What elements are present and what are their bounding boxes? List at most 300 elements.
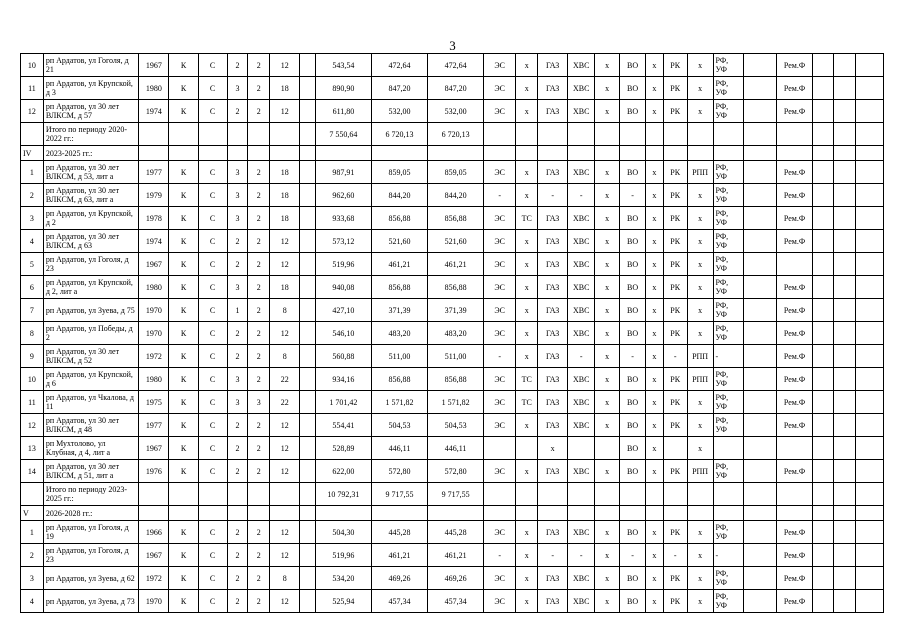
table-cell: 1970 (139, 322, 169, 345)
table-cell (300, 368, 316, 391)
table-cell: 3 (227, 368, 248, 391)
table-cell: РК (663, 100, 687, 123)
table-cell (568, 123, 595, 146)
table-cell (620, 506, 646, 521)
table-cell: 2 (248, 54, 270, 77)
table-cell (169, 506, 198, 521)
table-cell: ВО (620, 521, 646, 544)
table-cell (813, 230, 834, 253)
table-cell: ГАЗ (538, 521, 568, 544)
table-cell: ГАЗ (538, 276, 568, 299)
table-cell (620, 483, 646, 506)
table-cell: ВО (620, 207, 646, 230)
table-cell (227, 146, 248, 161)
table-cell: х (516, 276, 538, 299)
table-row (21, 391, 884, 414)
table-cell (743, 391, 776, 414)
table-cell: С (198, 521, 227, 544)
table-cell: 469,26 (428, 567, 484, 590)
table-cell (713, 437, 743, 460)
table-cell: 472,64 (428, 54, 484, 77)
table-cell: 8 (270, 345, 300, 368)
table-cell: ХВС (568, 161, 595, 184)
table-cell: - (663, 544, 687, 567)
table-cell (595, 483, 620, 506)
table-cell: 18 (270, 276, 300, 299)
table-cell: ГАЗ (538, 100, 568, 123)
table-cell: С (198, 437, 227, 460)
table-cell: ВО (620, 414, 646, 437)
table-cell: К (169, 54, 198, 77)
table-cell (813, 521, 834, 544)
table-cell (248, 506, 270, 521)
table-cell: 962,60 (315, 184, 371, 207)
table-cell: С (198, 100, 227, 123)
table-cell (300, 54, 316, 77)
table-cell: х (595, 521, 620, 544)
table-cell: ХВС (568, 299, 595, 322)
table-cell (743, 345, 776, 368)
table-cell: ВО (620, 276, 646, 299)
table-cell (620, 123, 646, 146)
table-cell (855, 230, 883, 253)
table-cell (813, 590, 834, 613)
table-cell: 2 (248, 567, 270, 590)
table-cell (743, 161, 776, 184)
table-cell: 525,94 (315, 590, 371, 613)
table-cell (855, 345, 883, 368)
table-cell: х (595, 299, 620, 322)
table-cell: РК (663, 276, 687, 299)
table-cell: 859,05 (371, 161, 427, 184)
table-cell (538, 506, 568, 521)
table-cell: Рем.Ф (776, 100, 812, 123)
table-cell: 1 571,82 (428, 391, 484, 414)
table-cell: 2 (227, 345, 248, 368)
table-cell: К (169, 345, 198, 368)
table-cell (300, 276, 316, 299)
table-cell: - (484, 544, 516, 567)
table-cell (813, 100, 834, 123)
table-cell (21, 483, 44, 506)
table-cell: РК (663, 184, 687, 207)
table-cell (300, 146, 316, 161)
table-cell: ГАЗ (538, 590, 568, 613)
table-cell: 3 (248, 391, 270, 414)
table-cell: ХВС (568, 276, 595, 299)
table-cell: К (169, 460, 198, 483)
table-cell (833, 184, 855, 207)
table-cell: х (595, 544, 620, 567)
table-cell (855, 460, 883, 483)
table-cell (833, 146, 855, 161)
table-cell: 2 (21, 184, 44, 207)
table-cell (713, 506, 743, 521)
table-cell: ВО (620, 100, 646, 123)
table-cell: ХВС (568, 77, 595, 100)
table-cell: С (198, 184, 227, 207)
table-cell: 3 (21, 567, 44, 590)
table-cell: 1972 (139, 567, 169, 590)
table-cell (270, 506, 300, 521)
table-cell (315, 506, 371, 521)
table-cell: 8 (21, 322, 44, 345)
table-cell: 2 (227, 521, 248, 544)
table-cell: ХВС (568, 391, 595, 414)
table-cell: Рем.Ф (776, 207, 812, 230)
table-cell (713, 483, 743, 506)
table-cell (743, 368, 776, 391)
table-cell (855, 207, 883, 230)
table-cell: 1 (21, 521, 44, 544)
table-cell: ЭС (484, 460, 516, 483)
table-cell (813, 368, 834, 391)
table-cell: х (646, 54, 664, 77)
table-cell (776, 437, 812, 460)
table-cell: х (516, 54, 538, 77)
table-cell: 847,20 (428, 77, 484, 100)
table-cell (743, 437, 776, 460)
table-cell (833, 54, 855, 77)
table-cell: 12 (270, 230, 300, 253)
table-cell (833, 567, 855, 590)
table-cell (139, 483, 169, 506)
table-cell: 3 (227, 77, 248, 100)
table-cell: х (516, 253, 538, 276)
table-cell: 7 (21, 299, 44, 322)
table-cell: 1 571,82 (371, 391, 427, 414)
table-cell: С (198, 414, 227, 437)
table-cell: С (198, 590, 227, 613)
table-cell: РФ, УФ (713, 460, 743, 483)
table-cell (813, 184, 834, 207)
table-cell: К (169, 544, 198, 567)
table-cell (743, 77, 776, 100)
table-cell: х (646, 207, 664, 230)
table-cell: 2 (227, 567, 248, 590)
total-row (21, 483, 884, 506)
table-cell: К (169, 437, 198, 460)
table-cell: х (687, 230, 713, 253)
table-cell: 4 (21, 230, 44, 253)
table-cell: РФ, УФ (713, 230, 743, 253)
table-cell (855, 123, 883, 146)
table-cell (813, 299, 834, 322)
table-cell: С (198, 77, 227, 100)
table-cell (833, 322, 855, 345)
table-cell: ХВС (568, 322, 595, 345)
table-row (21, 230, 884, 253)
table-row (21, 54, 884, 77)
table-cell: 1978 (139, 207, 169, 230)
table-cell: 469,26 (371, 567, 427, 590)
table-cell: Рем.Ф (776, 521, 812, 544)
table-row (21, 77, 884, 100)
table-row (21, 460, 884, 483)
table-cell: 521,60 (428, 230, 484, 253)
table-cell: ТС (516, 391, 538, 414)
table-cell: РК (663, 230, 687, 253)
table-cell: РК (663, 368, 687, 391)
table-cell (813, 123, 834, 146)
table-cell (595, 146, 620, 161)
table-cell (300, 521, 316, 544)
table-cell: х (595, 590, 620, 613)
table-cell: ЭС (484, 230, 516, 253)
table-cell: 12 (270, 100, 300, 123)
table-cell (776, 506, 812, 521)
table-cell: рп Ардатов, ул Гоголя, д 23 (43, 253, 139, 276)
table-cell: 483,20 (371, 322, 427, 345)
table-cell: К (169, 414, 198, 437)
table-cell: - (713, 544, 743, 567)
section-number: V (21, 506, 44, 521)
table-cell: 554,41 (315, 414, 371, 437)
table-cell: 890,90 (315, 77, 371, 100)
table-cell: 12 (21, 414, 44, 437)
table-cell: Рем.Ф (776, 322, 812, 345)
table-cell (484, 146, 516, 161)
table-cell: 1966 (139, 521, 169, 544)
table-cell: РФ, УФ (713, 521, 743, 544)
table-cell: 856,88 (371, 276, 427, 299)
table-cell (743, 414, 776, 437)
table-cell (484, 506, 516, 521)
table-cell (855, 483, 883, 506)
table-cell (743, 276, 776, 299)
table-cell: 5 (21, 253, 44, 276)
table-cell: ГАЗ (538, 161, 568, 184)
table-cell: 457,34 (371, 590, 427, 613)
table-cell: х (646, 460, 664, 483)
section-row (21, 146, 884, 161)
total-label: Итого по периоду 2023-2025 гг.: (43, 483, 139, 506)
table-cell: РФ, УФ (713, 100, 743, 123)
table-cell: ВО (620, 437, 646, 460)
table-cell: ГАЗ (538, 322, 568, 345)
table-cell (538, 146, 568, 161)
table-row (21, 544, 884, 567)
table-cell: ХВС (568, 368, 595, 391)
table-cell: - (620, 345, 646, 368)
table-cell: ЭС (484, 391, 516, 414)
table-cell: ЭС (484, 276, 516, 299)
table-cell (538, 123, 568, 146)
table-cell (833, 230, 855, 253)
table-cell: РФ, УФ (713, 253, 743, 276)
table-cell: х (646, 391, 664, 414)
table-cell: ЭС (484, 77, 516, 100)
table-cell: РФ, УФ (713, 590, 743, 613)
table-cell: РК (663, 299, 687, 322)
table-cell: ГАЗ (538, 253, 568, 276)
table-cell: ЭС (484, 414, 516, 437)
table-cell (813, 276, 834, 299)
table-cell: С (198, 368, 227, 391)
table-cell: РФ, УФ (713, 391, 743, 414)
table-cell (248, 146, 270, 161)
table-cell: РПП (687, 345, 713, 368)
table-row (21, 322, 884, 345)
table-cell: х (646, 521, 664, 544)
table-row (21, 207, 884, 230)
table-cell: х (595, 77, 620, 100)
table-cell: 2 (248, 77, 270, 100)
table-cell: 446,11 (371, 437, 427, 460)
table-cell: ХВС (568, 54, 595, 77)
table-row (21, 184, 884, 207)
table-cell (428, 506, 484, 521)
table-cell (743, 123, 776, 146)
housing-table (20, 53, 884, 613)
table-cell: 12 (270, 460, 300, 483)
table-cell: ГАЗ (538, 54, 568, 77)
table-cell (743, 207, 776, 230)
table-cell (743, 544, 776, 567)
table-cell (568, 437, 595, 460)
table-cell: 2 (227, 460, 248, 483)
table-cell: 461,21 (371, 253, 427, 276)
table-cell: 12 (270, 544, 300, 567)
table-cell: х (516, 184, 538, 207)
table-cell: - (620, 184, 646, 207)
table-cell: РК (663, 77, 687, 100)
table-cell: 2 (248, 521, 270, 544)
table-cell: РК (663, 590, 687, 613)
section-number: IV (21, 146, 44, 161)
table-cell (855, 161, 883, 184)
table-cell (516, 437, 538, 460)
table-cell (743, 100, 776, 123)
table-cell: 1972 (139, 345, 169, 368)
table-cell: С (198, 253, 227, 276)
table-cell: 3 (227, 391, 248, 414)
table-cell (300, 460, 316, 483)
table-cell: 519,96 (315, 544, 371, 567)
table-cell (139, 506, 169, 521)
table-cell: ВО (620, 54, 646, 77)
table-cell: РК (663, 322, 687, 345)
table-cell: РФ, УФ (713, 77, 743, 100)
table-cell: х (687, 253, 713, 276)
table-cell: рп Ардатов, ул Крупской, д 6 (43, 368, 139, 391)
table-cell (198, 483, 227, 506)
table-cell (813, 483, 834, 506)
table-cell: х (516, 590, 538, 613)
table-cell (855, 146, 883, 161)
table-cell: РПП (687, 368, 713, 391)
table-cell (813, 161, 834, 184)
table-cell (300, 414, 316, 437)
table-cell: Рем.Ф (776, 345, 812, 368)
table-cell: 461,21 (428, 253, 484, 276)
table-cell (813, 146, 834, 161)
table-cell: 461,21 (428, 544, 484, 567)
table-cell: ВО (620, 77, 646, 100)
table-cell: х (687, 184, 713, 207)
table-cell: х (687, 567, 713, 590)
table-cell: 446,11 (428, 437, 484, 460)
section-row (21, 506, 884, 521)
table-cell (813, 345, 834, 368)
table-cell: - (568, 544, 595, 567)
table-cell: С (198, 276, 227, 299)
table-cell: 445,28 (428, 521, 484, 544)
table-cell (833, 123, 855, 146)
table-cell: Рем.Ф (776, 391, 812, 414)
table-cell: ЭС (484, 567, 516, 590)
table-cell (855, 506, 883, 521)
page-number: 3 (449, 38, 456, 53)
table-cell: К (169, 391, 198, 414)
table-cell (568, 146, 595, 161)
table-cell: РФ, УФ (713, 299, 743, 322)
table-cell: - (538, 544, 568, 567)
table-cell: 847,20 (371, 77, 427, 100)
table-cell (743, 299, 776, 322)
table-cell: 22 (270, 391, 300, 414)
table-cell: 12 (21, 100, 44, 123)
table-cell (813, 54, 834, 77)
table-cell: х (687, 54, 713, 77)
table-cell: 1975 (139, 391, 169, 414)
table-cell (855, 77, 883, 100)
table-cell: ВО (620, 567, 646, 590)
table-cell (855, 322, 883, 345)
table-cell: 2 (248, 544, 270, 567)
table-cell: 1967 (139, 253, 169, 276)
table-cell: рп Ардатов, ул Победы, д 2 (43, 322, 139, 345)
table-cell (833, 253, 855, 276)
table-cell: ГАЗ (538, 368, 568, 391)
table-cell: 1976 (139, 460, 169, 483)
table-cell: х (646, 322, 664, 345)
table-cell (813, 437, 834, 460)
table-cell (646, 146, 664, 161)
table-cell: С (198, 54, 227, 77)
table-cell: рп Ардатов, ул Зуева, д 75 (43, 299, 139, 322)
table-cell: х (646, 544, 664, 567)
table-cell: 2 (248, 299, 270, 322)
table-cell: 2 (227, 253, 248, 276)
table-cell: 844,20 (371, 184, 427, 207)
table-cell: 13 (21, 437, 44, 460)
table-cell (833, 276, 855, 299)
table-cell: 1970 (139, 299, 169, 322)
table-cell: ГАЗ (538, 77, 568, 100)
table-cell: 3 (21, 207, 44, 230)
table-cell (855, 590, 883, 613)
table-cell: рп Мухтолово, ул Клубная, д 4, лит а (43, 437, 139, 460)
table-cell: 572,80 (371, 460, 427, 483)
table-row (21, 590, 884, 613)
table-cell: Рем.Ф (776, 77, 812, 100)
table-cell: рп Ардатов, ул Чкалова, д 11 (43, 391, 139, 414)
table-cell (833, 345, 855, 368)
table-cell (248, 123, 270, 146)
table-cell: 2 (248, 276, 270, 299)
table-cell: 2 (248, 368, 270, 391)
table-cell: 2 (227, 590, 248, 613)
table-cell: К (169, 276, 198, 299)
table-cell (371, 146, 427, 161)
table-cell: х (687, 590, 713, 613)
table-cell (198, 506, 227, 521)
table-cell: 2 (227, 544, 248, 567)
table-cell: 2 (248, 100, 270, 123)
table-cell (855, 521, 883, 544)
table-cell: ЭС (484, 299, 516, 322)
